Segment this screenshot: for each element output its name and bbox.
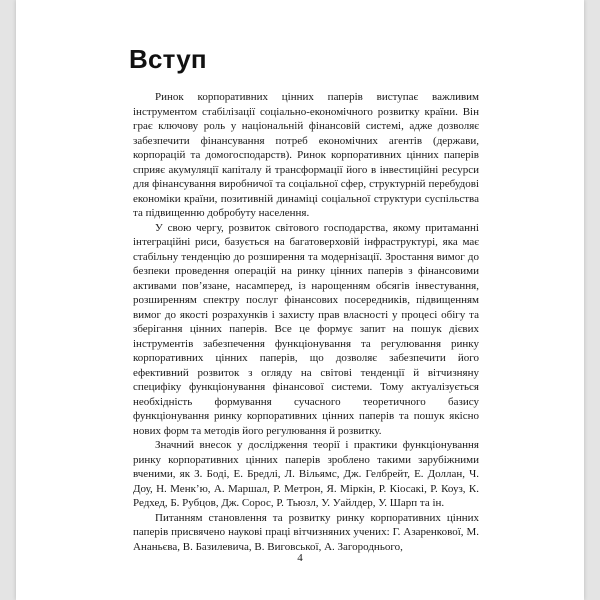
page-number: 4 xyxy=(297,552,303,564)
document-page xyxy=(16,0,584,600)
page-title: Вступ xyxy=(129,44,207,74)
paragraph-2: У свою чергу, розвиток світового господарства, якому притаманні інтеграційні риси, базується на багатоверховій інфраструктурі, яка має стабільну тенденцію до розширення та модернізації. Зростання вимог до безпеки проведення операцій на ринку цінних паперів з фінансовими активами пов’язане, насамперед, із нарощенням обсягів інвестування, розширенням спектру послуг фінансових посередників, підвищенням вимог до якості розрахунків і захисту прав власності у процесі обігу та зберігання цінних паперів. Все це формує запит на пошук дієвих інструментів забезпечення функціонування та регулювання ринку корпоративних цінних паперів, що дозволяє забезпечити його ефективний розвиток з огляду на світові тенденції й вітчизняну специфіку функціонування фінансової системи. Тому актуалізується необхідність формування сучасного теоретичного базису функціонування ринку корпоративних цінних паперів та пошук якісно нових форм та методів його регулювання й розвитку. xyxy=(133,221,479,437)
paragraph-1: Ринок корпоративних цінних паперів виступає важливим інструментом стабілізації соціально-економічного розвитку країни. Він грає ключову роль у національній фінансовій системі, адже дозволяє забезпечити фінансування потреб економічних агентів (держави, корпорацій та домогосподарств). Ринок корпоративних цінних паперів сприяє акумуляції капіталу й трансформації його в інвестиційні ресурси для фінансування виробничої та соціальної сфер, структурній перебудові економіки країни, позитивній динаміці соціальної структури суспільства та підвищенню добробуту населення. xyxy=(133,91,479,219)
paragraph-4: Питанням становлення та розвитку ринку корпоративних цінних паперів присвячено наукові праці вітчизняних учених: Г. Азаренкової, М. Ананьєва, В. Базилевича, В. Виговської, А. Загороднього, xyxy=(133,511,479,553)
paragraph-3: Значний внесок у дослідження теорії і практики функціонування ринку корпоративних цінних паперів зроблено такими зарубіжними вченими, як З. Боді, Е. Бредлі, Л. Вільямс, Дж. Гелбрейт, Е. Доллан, Ч. Доу, Н. Менк’ю, А. Маршал, Р. Метрон, Я. Міркін, Р. Кіосакі, Р. Коуз, К. Редхед, Б. Рубцов, Дж. Сорос, Р. Тьюзл, У. Уайлдер, У. Шарп та ін. xyxy=(133,439,479,509)
body-text xyxy=(133,90,479,554)
